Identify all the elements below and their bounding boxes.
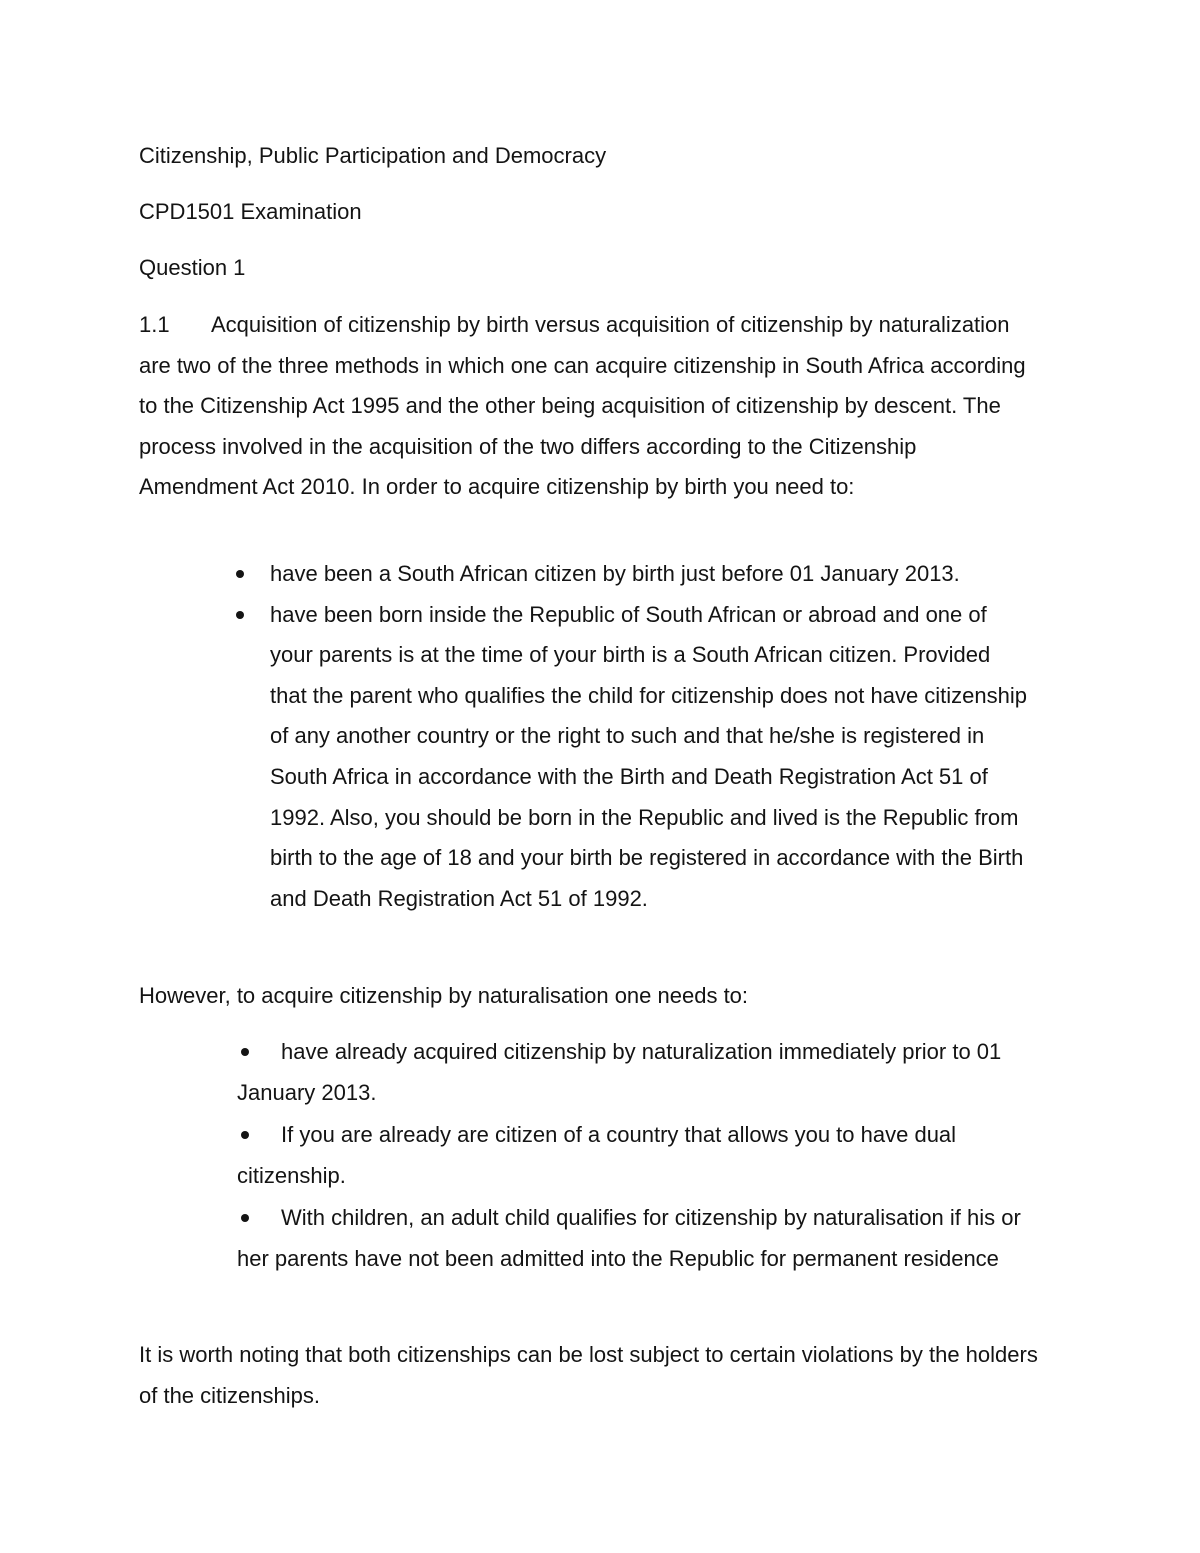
bullet-icon xyxy=(241,1131,249,1139)
list-item-text: have been a South African citizen by birth just before 01 January 2013. xyxy=(270,561,960,586)
list-item-text: have been born inside the Republic of South African or abroad and one of your parents is at the time of your birth is a South African citizen. Provided that the parent who qualifies the child for citizenship does not have citizenship of any another country or the right to such and that he/she is registered in South Africa in accordance with the Birth and Death Registration Act 51 of 1992. Also, you should be born in the Republic and lived is the Republic from birth to the age of 18 and your birth be registered in accordance with the Birth and Death Registration Act 51 of 1992. xyxy=(270,601,1028,911)
paragraph-1-text: Acquisition of citizenship by birth versus acquisition of citizenship by naturalization are two of the three methods in which one can acquire citizenship in South Africa according to the Citizenship Act 1995 and the other being acquisition of citizenship by descent. The process involved in the acquisition of the two differs according to the Citizenship Amendment Act 2010. In order to acquire citizenship by birth you need to: xyxy=(139,312,1026,500)
question-heading: Question 1 xyxy=(139,255,246,280)
paragraph-naturalisation-intro: However, to acquire citizenship by naturalisation one needs to: xyxy=(139,983,749,1008)
list-item xyxy=(230,595,1030,920)
section-number: 1.1 xyxy=(139,312,170,337)
list-item xyxy=(230,554,1030,595)
exam-code: CPD1501 Examination xyxy=(139,199,362,224)
bullet-icon xyxy=(236,570,244,578)
bullet-icon xyxy=(241,1048,249,1056)
list-item xyxy=(237,1032,1037,1113)
list-item-text: have already acquired citizenship by naturalization immediately prior to 01 January 2013. xyxy=(237,1039,1002,1105)
list-item-text: With children, an adult child qualifies for citizenship by naturalisation if his or her parents have not been admitted into the Republic for permanent residence xyxy=(237,1205,1021,1271)
bullet-icon xyxy=(236,611,244,619)
list-item-text: If you are already are citizen of a country that allows you to have dual citizenship. xyxy=(237,1122,957,1188)
paragraph-closing-note: It is worth noting that both citizenships can be lost subject to certain violations by the holders of the citizenships. xyxy=(139,1342,1038,1408)
paragraph-birth-vs-naturalization xyxy=(139,305,1039,508)
list-item xyxy=(237,1198,1037,1279)
naturalisation-requirements-list xyxy=(237,1032,1037,1282)
list-item xyxy=(237,1115,1037,1196)
document-title: Citizenship, Public Participation and Democracy xyxy=(139,143,607,168)
birth-requirements-list xyxy=(230,554,1030,919)
bullet-icon xyxy=(241,1214,249,1222)
